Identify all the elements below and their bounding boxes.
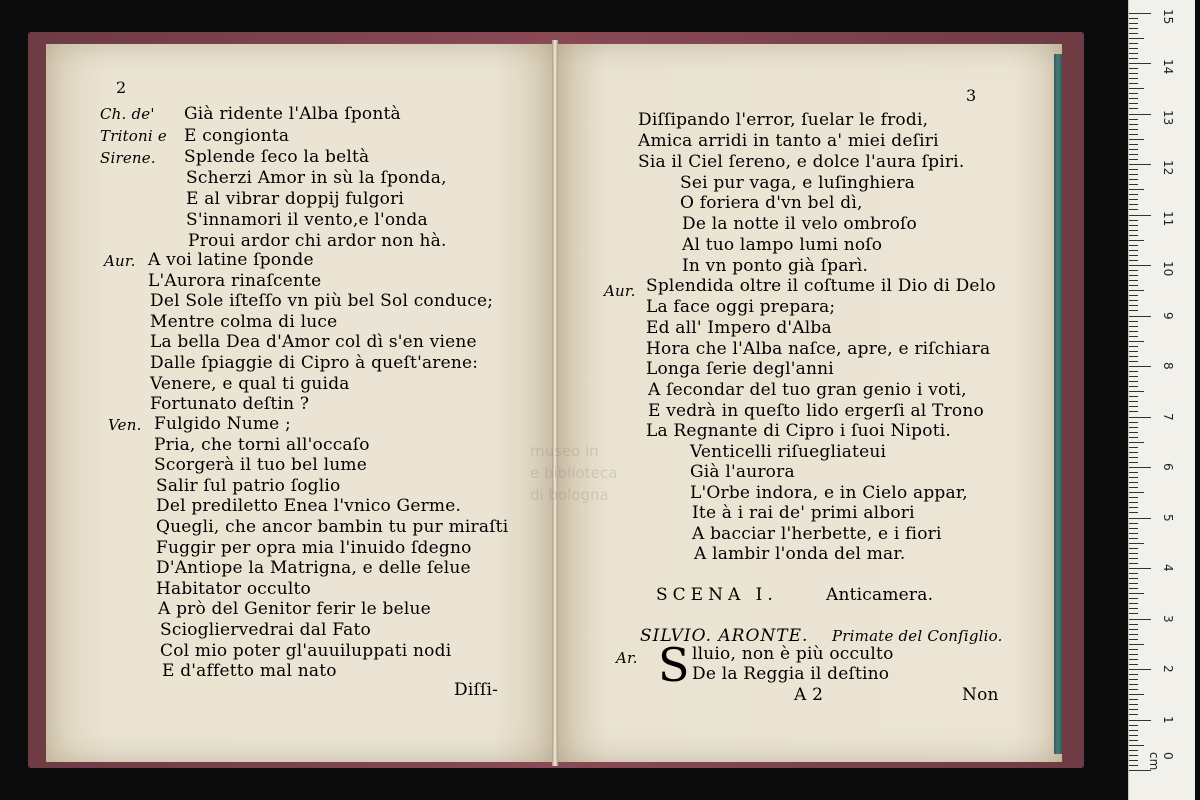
ruler-tick xyxy=(1129,68,1138,69)
ruler-tick xyxy=(1129,204,1138,205)
ruler-tick xyxy=(1129,189,1144,190)
ruler-tick xyxy=(1129,553,1138,554)
ruler-tick xyxy=(1129,432,1138,433)
verse-line: Splendida oltre il coſtume il Dio di Delo xyxy=(646,276,996,296)
ruler-tick xyxy=(1129,679,1138,680)
verse-line: E al vibrar doppij fulgori xyxy=(186,189,405,209)
ruler-tick xyxy=(1129,326,1138,327)
ruler-tick xyxy=(1129,255,1138,256)
ruler-tick xyxy=(1129,467,1151,468)
scene-characters: SILVIO. ARONTE. xyxy=(640,626,809,646)
verse-line: Diſſipando l'error, ſuelar le frodi, xyxy=(638,110,929,130)
ruler-tick xyxy=(1129,184,1138,185)
verse-line: Del prediletto Enea l'vnico Germe. xyxy=(156,496,462,516)
verse-line: Venticelli riſuegliateui xyxy=(690,442,887,462)
verse-line: Pria, che torni all'occaſo xyxy=(154,435,370,455)
ruler-tick xyxy=(1129,235,1138,236)
verse-line: Ite à i rai de' primi albori xyxy=(692,503,915,523)
ruler-tick xyxy=(1129,366,1151,367)
ruler-tick xyxy=(1129,598,1138,599)
left-page-number: 2 xyxy=(116,78,127,97)
ruler-tick xyxy=(1129,220,1138,221)
ruler-label: 3 xyxy=(1161,614,1175,623)
ruler-tick xyxy=(1129,43,1138,44)
ruler-tick xyxy=(1129,725,1138,726)
ruler-tick xyxy=(1129,119,1138,120)
watermark-line: di bologna xyxy=(530,486,609,504)
ruler-tick xyxy=(1129,563,1138,564)
speaker-label: Sirene. xyxy=(100,149,156,167)
ruler-tick xyxy=(1129,669,1151,670)
ruler-tick xyxy=(1129,93,1138,94)
ruler-tick xyxy=(1129,406,1138,407)
ruler-tick xyxy=(1129,704,1138,705)
ruler-tick xyxy=(1129,114,1151,115)
watermark-line: e biblioteca xyxy=(530,464,618,482)
ruler-tick xyxy=(1129,512,1138,513)
page-edge xyxy=(1054,54,1062,754)
ruler-tick xyxy=(1129,28,1138,29)
ruler-tick xyxy=(1129,38,1144,39)
ruler-tick xyxy=(1129,305,1138,306)
ruler-tick xyxy=(1129,194,1138,195)
ruler-tick xyxy=(1129,124,1138,125)
verse-line: L'Orbe indora, e in Cielo appar, xyxy=(690,483,968,503)
ruler-tick xyxy=(1129,745,1144,746)
ruler-tick xyxy=(1129,548,1138,549)
verse-line: Dalle ſpiaggie di Cipro à queſt'arene: xyxy=(150,353,479,373)
verse-line: Scherzi Amor in sù la ſponda, xyxy=(186,168,447,188)
ruler-tick xyxy=(1129,760,1138,761)
ruler-tick xyxy=(1129,13,1151,14)
ruler-tick xyxy=(1129,371,1138,372)
ruler-tick xyxy=(1129,139,1144,140)
speaker-label: Aur. xyxy=(604,282,636,300)
ruler-tick xyxy=(1129,73,1138,74)
ruler-tick xyxy=(1129,477,1138,478)
verse-line: L'Aurora rinaſcente xyxy=(148,271,322,291)
verse-line: Amica arridi in tanto a' miei deſiri xyxy=(638,131,939,151)
ruler-tick xyxy=(1129,608,1138,609)
ruler-tick xyxy=(1129,457,1138,458)
ruler-tick xyxy=(1129,593,1144,594)
ruler-tick xyxy=(1129,275,1138,276)
ruler-tick xyxy=(1129,714,1138,715)
ruler-tick xyxy=(1129,230,1138,231)
verse-line: O foriera d'vn bel dì, xyxy=(680,193,863,213)
speaker-label: Aur. xyxy=(104,252,136,270)
ruler-tick xyxy=(1129,492,1144,493)
verse-line: Splende ſeco la beltà xyxy=(184,147,370,167)
verse-line: E d'affetto mal nato xyxy=(162,661,337,681)
ruler-tick xyxy=(1129,518,1151,519)
ruler-tick xyxy=(1129,270,1138,271)
ruler-tick xyxy=(1129,619,1151,620)
verse-line: Fulgido Nume ; xyxy=(154,414,291,434)
ruler-tick xyxy=(1129,624,1138,625)
ruler-tick xyxy=(1129,422,1138,423)
verse-line: Sciogliervedrai dal Fato xyxy=(160,620,371,640)
verse-line: A prò del Genitor ferir le belue xyxy=(158,599,431,619)
ruler-tick xyxy=(1129,280,1138,281)
ruler-tick xyxy=(1129,583,1138,584)
scene-title: SCENA I. xyxy=(656,585,778,605)
ruler-tick xyxy=(1129,361,1138,362)
verse-line: Ed all' Impero d'Alba xyxy=(646,318,832,338)
ruler-tick xyxy=(1129,336,1138,337)
verse-line: De la notte il velo ombroſo xyxy=(682,214,917,234)
ruler-tick xyxy=(1129,401,1138,402)
ruler-label: 8 xyxy=(1161,362,1175,370)
verse-line: lluio, non è più occulto xyxy=(692,644,894,664)
ruler-tick xyxy=(1129,33,1138,34)
right-page-number: 3 xyxy=(966,86,977,105)
ruler-tick xyxy=(1129,396,1138,397)
ruler-tick xyxy=(1129,578,1138,579)
ruler-tick xyxy=(1129,472,1138,473)
ruler-tick xyxy=(1129,694,1144,695)
ruler-label: 11 xyxy=(1161,210,1175,226)
ruler-tick xyxy=(1129,573,1138,574)
ruler-tick xyxy=(1129,654,1138,655)
ruler-tick xyxy=(1129,209,1138,210)
ruler-tick xyxy=(1129,103,1138,104)
ruler-tick xyxy=(1129,765,1138,766)
ruler-tick xyxy=(1129,568,1151,569)
ruler-tick xyxy=(1129,386,1138,387)
ruler-tick xyxy=(1129,265,1151,266)
verse-line: De la Reggia il deſtino xyxy=(692,664,890,684)
verse-line: Al tuo lampo lumi noſo xyxy=(682,235,883,255)
ruler-label: 4 xyxy=(1161,564,1175,572)
watermark-line: museo in xyxy=(530,442,599,460)
ruler-tick xyxy=(1129,215,1151,216)
ruler-label: 2 xyxy=(1161,665,1175,673)
verse-line: S'innamori il vento,e l'onda xyxy=(186,210,428,230)
ruler-label: 5 xyxy=(1161,513,1175,522)
ruler-tick xyxy=(1129,310,1138,311)
signature-mark: A 2 xyxy=(794,685,824,705)
verse-line: Venere, e qual ti guida xyxy=(150,374,350,394)
ruler-tick xyxy=(1129,23,1138,24)
ruler-label: 1 xyxy=(1161,715,1175,724)
ruler-tick xyxy=(1129,351,1138,352)
verse-line: Fuggir per opra mia l'inuido ſdegno xyxy=(156,538,472,558)
verse-line: A lambir l'onda del mar. xyxy=(694,544,906,564)
speaker-label: Ar. xyxy=(616,649,638,667)
ruler-tick xyxy=(1129,179,1138,180)
ruler-tick xyxy=(1129,629,1138,630)
ruler-tick xyxy=(1129,497,1138,498)
verse-line: D'Antiope la Matrigna, e delle ſelue xyxy=(156,558,471,578)
verse-line: Quegli, che ancor bambin tu pur miraſti xyxy=(156,517,509,537)
ruler-tick xyxy=(1129,356,1138,357)
ruler-label: 14 xyxy=(1161,59,1175,75)
ruler-tick xyxy=(1129,240,1144,241)
ruler-tick xyxy=(1129,144,1138,145)
ruler-tick xyxy=(1129,613,1138,614)
ruler-tick xyxy=(1129,199,1138,200)
ruler-tick xyxy=(1129,538,1138,539)
ruler-tick xyxy=(1129,381,1138,382)
scene-location: Anticamera. xyxy=(826,585,934,605)
ruler-tick xyxy=(1129,684,1138,685)
ruler-label: 6 xyxy=(1161,463,1175,471)
measuring-ruler xyxy=(1128,0,1195,800)
verse-line: Già ridente l'Alba ſpontà xyxy=(184,104,401,124)
verse-line: Fortunato deſtin ? xyxy=(150,394,310,414)
ruler-tick xyxy=(1129,341,1144,342)
ruler-tick xyxy=(1129,689,1138,690)
catchword: Diſſi- xyxy=(454,680,499,700)
ruler-tick xyxy=(1129,442,1144,443)
ruler-tick xyxy=(1129,316,1151,317)
ruler-tick xyxy=(1129,740,1138,741)
ruler-tick xyxy=(1129,83,1138,84)
verse-line: Longa ſerie degl'anni xyxy=(646,359,834,379)
library-watermark xyxy=(530,440,617,506)
ruler-tick xyxy=(1129,63,1151,64)
ruler-tick xyxy=(1129,321,1138,322)
verse-line: Hora che l'Alba naſce, apre, e riſchiara xyxy=(646,339,991,359)
ruler-tick xyxy=(1129,709,1138,710)
verse-line: A bacciar l'herbette, e i fiori xyxy=(692,524,942,544)
ruler-tick xyxy=(1129,634,1138,635)
ruler-tick xyxy=(1129,644,1144,645)
ruler-tick xyxy=(1129,174,1138,175)
ruler-tick xyxy=(1129,18,1138,19)
catchword: Non xyxy=(962,685,999,705)
speaker-label: Ch. de' xyxy=(100,105,155,123)
ruler-tick xyxy=(1129,603,1138,604)
ruler-tick xyxy=(1129,225,1138,226)
verse-line: Habitator occulto xyxy=(156,579,311,599)
verse-line: Scorgerà il tuo bel lume xyxy=(154,455,367,475)
ruler-tick xyxy=(1129,88,1144,89)
ruler-tick xyxy=(1129,649,1138,650)
ruler-tick xyxy=(1129,639,1138,640)
ruler-tick xyxy=(1129,528,1138,529)
verse-line: Proui ardor chi ardor non hà. xyxy=(188,231,447,251)
ruler-tick xyxy=(1129,169,1138,170)
speaker-label: Tritoni e xyxy=(100,127,167,145)
verse-line: E vedrà in queſto lido ergerſi al Trono xyxy=(648,401,984,421)
ruler-tick xyxy=(1129,260,1138,261)
character-role: Primate del Conſiglio. xyxy=(832,627,1003,645)
ruler-tick xyxy=(1129,507,1138,508)
ruler-tick xyxy=(1129,447,1138,448)
ruler-tick xyxy=(1129,290,1144,291)
ruler-label: 13 xyxy=(1161,109,1175,125)
ruler-tick xyxy=(1129,129,1138,130)
ruler-label: 12 xyxy=(1161,160,1175,176)
ruler-tick xyxy=(1129,735,1138,736)
verse-line: Salir ſul patrio ſoglio xyxy=(156,476,341,496)
speaker-label: Ven. xyxy=(108,416,142,434)
verse-line: A voi latine ſponde xyxy=(148,250,314,270)
ruler-tick xyxy=(1129,134,1138,135)
ruler-tick xyxy=(1129,411,1138,412)
ruler-tick xyxy=(1129,755,1138,756)
ruler-tick xyxy=(1129,346,1138,347)
ruler-tick xyxy=(1129,58,1138,59)
ruler-tick xyxy=(1129,487,1138,488)
ruler-tick xyxy=(1129,108,1138,109)
ruler-unit-label: 0 cm xyxy=(1147,752,1175,771)
ruler-tick xyxy=(1129,250,1138,251)
ruler-tick xyxy=(1129,300,1138,301)
ruler-tick xyxy=(1129,245,1138,246)
verse-line: Col mio poter gl'auuiluppati nodi xyxy=(160,641,452,661)
verse-line: La Regnante di Cipro i ſuoi Nipoti. xyxy=(646,421,951,441)
ruler-tick xyxy=(1129,437,1138,438)
ruler-tick xyxy=(1129,720,1151,721)
ruler-tick xyxy=(1129,664,1138,665)
ruler-tick xyxy=(1129,699,1138,700)
ruler-tick xyxy=(1129,659,1138,660)
ruler-tick xyxy=(1129,558,1138,559)
ruler-tick xyxy=(1129,427,1138,428)
ruler-tick xyxy=(1129,295,1138,296)
ruler-tick xyxy=(1129,53,1138,54)
ruler-label: 9 xyxy=(1161,311,1175,320)
ruler-tick xyxy=(1129,149,1138,150)
verse-line: La face oggi prepara; xyxy=(646,297,836,317)
verse-line: In vn ponto già ſparì. xyxy=(682,256,869,276)
verse-line: Mentre colma di luce xyxy=(150,312,338,332)
ruler-label: 10 xyxy=(1161,261,1175,277)
ruler-tick xyxy=(1129,98,1138,99)
ruler-tick xyxy=(1129,331,1138,332)
verse-line: La bella Dea d'Amor col dì s'en viene xyxy=(150,332,477,352)
ruler-tick xyxy=(1129,502,1138,503)
ruler-tick xyxy=(1129,391,1144,392)
ruler-label: 15 xyxy=(1161,8,1175,24)
ruler-tick xyxy=(1129,674,1138,675)
ruler-tick xyxy=(1129,285,1138,286)
ruler-tick xyxy=(1129,750,1138,751)
verse-line: E congionta xyxy=(184,126,290,146)
ruler-label: 7 xyxy=(1161,412,1175,421)
verse-line: Già l'aurora xyxy=(690,462,795,482)
ruler-tick xyxy=(1129,533,1138,534)
ruler-tick xyxy=(1129,164,1151,165)
ruler-tick xyxy=(1129,48,1138,49)
ruler-tick xyxy=(1129,376,1138,377)
ruler-tick xyxy=(1129,588,1138,589)
verse-line: A ſecondar del tuo gran genio i voti, xyxy=(648,380,967,400)
ruler-tick xyxy=(1129,482,1138,483)
drop-capital: S xyxy=(658,638,690,692)
ruler-tick xyxy=(1129,417,1151,418)
verse-line: Del Sole iſteſſo vn più bel Sol conduce; xyxy=(150,291,494,311)
book-gutter xyxy=(552,40,558,766)
ruler-tick xyxy=(1129,159,1138,160)
verse-line: Sia il Ciel ſereno, e dolce l'aura ſpiri. xyxy=(638,152,965,172)
ruler-tick xyxy=(1129,543,1144,544)
ruler-tick xyxy=(1129,523,1138,524)
verse-line: Sei pur vaga, e luſinghiera xyxy=(680,173,915,193)
ruler-tick xyxy=(1129,730,1138,731)
ruler-tick xyxy=(1129,78,1138,79)
ruler-tick xyxy=(1129,452,1138,453)
ruler-tick xyxy=(1129,154,1138,155)
ruler-tick xyxy=(1129,462,1138,463)
